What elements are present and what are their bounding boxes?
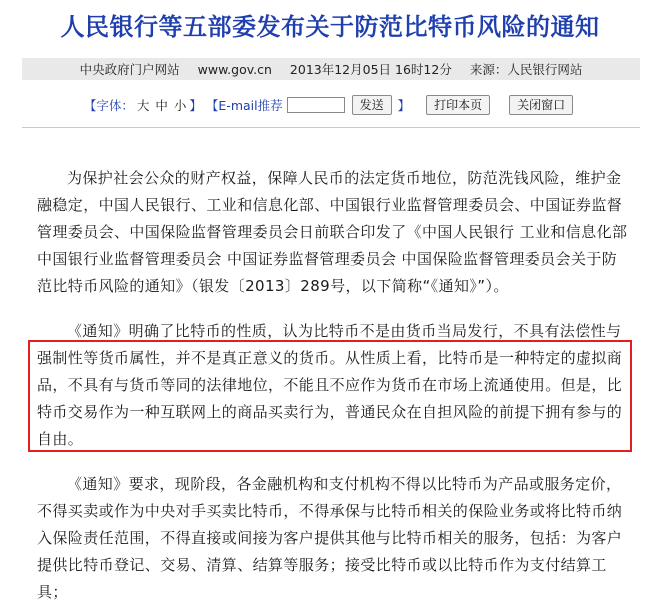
email-bracket-close: 】 (397, 98, 411, 113)
publish-datetime: 2013年12月05日 16时12分 (289, 62, 452, 77)
site-name: 中央政府门户网站 (79, 62, 180, 77)
font-size-label: 【字体： (83, 98, 134, 113)
close-window-button[interactable]: 关闭窗口 (509, 95, 573, 115)
article-toolbar (0, 92, 660, 118)
email-input[interactable] (287, 97, 345, 113)
article-paragraph-2: 《通知》明确了比特币的性质，认为比特币不是由货币当局发行，不具有法偿性与强制性等货币属性，并不是真正意义的货币。从性质上看，比特币是一种特定的虚拟商品，不具有与货币等同的法律地位，不能且不应作为货币在市场上流通使用。但是，比特币交易作为一种互联网上的商品买卖行为，普通民众在自担风险的前提下拥有参与的自由。 (37, 322, 623, 448)
font-size-bracket-close: 】 (189, 98, 202, 113)
font-size-medium-link[interactable]: 中 (155, 98, 168, 113)
print-page-button[interactable]: 打印本页 (426, 95, 490, 115)
page-title: 人民银行等五部委发布关于防范比特币风险的通知 (60, 13, 600, 41)
article-paragraph-3: 《通知》要求，现阶段，各金融机构和支付机构不得以比特币为产品或服务定价，不得买卖或作为中央对手买卖比特币，不得承保与比特币相关的保险业务或将比特币纳入保险责任范围，不得直接或间接为客户提供其他与比特币相关的服务，包括：为客户提供比特币登记、交易、清算、结算等服务；接受比特币或以比特币作为支付结算工具； (37, 475, 623, 601)
send-button[interactable]: 发送 (352, 95, 392, 115)
font-size-small-link[interactable]: 小 (173, 98, 187, 113)
font-size-large-link[interactable]: 大 (136, 98, 150, 113)
article-source: 来源：人民银行网站 (469, 62, 583, 77)
email-recommend-label: 【E-mail推荐 (205, 98, 283, 113)
article-meta-bar (22, 58, 640, 80)
article-paragraph-1: 为保护社会公众的财产权益，保障人民币的法定货币地位，防范洗钱风险，维护金融稳定，中国人民银行、工业和信息化部、中国银行业监督管理委员会、中国证券监督管理委员会、中国保险监督管理委员会日前联合印发了《中国人民银行 工业和信息化部 中国银行业监督管理委员会 中国证券监督管理委员会 中国保险监督管理委员会关于防范比特币风险的通知》（银发〔2013〕289号，以下简称“《通知》”）。 (37, 169, 628, 295)
site-url: www.gov.cn (197, 61, 272, 77)
header-divider (22, 127, 640, 128)
highlight-annotation-box (28, 340, 632, 452)
